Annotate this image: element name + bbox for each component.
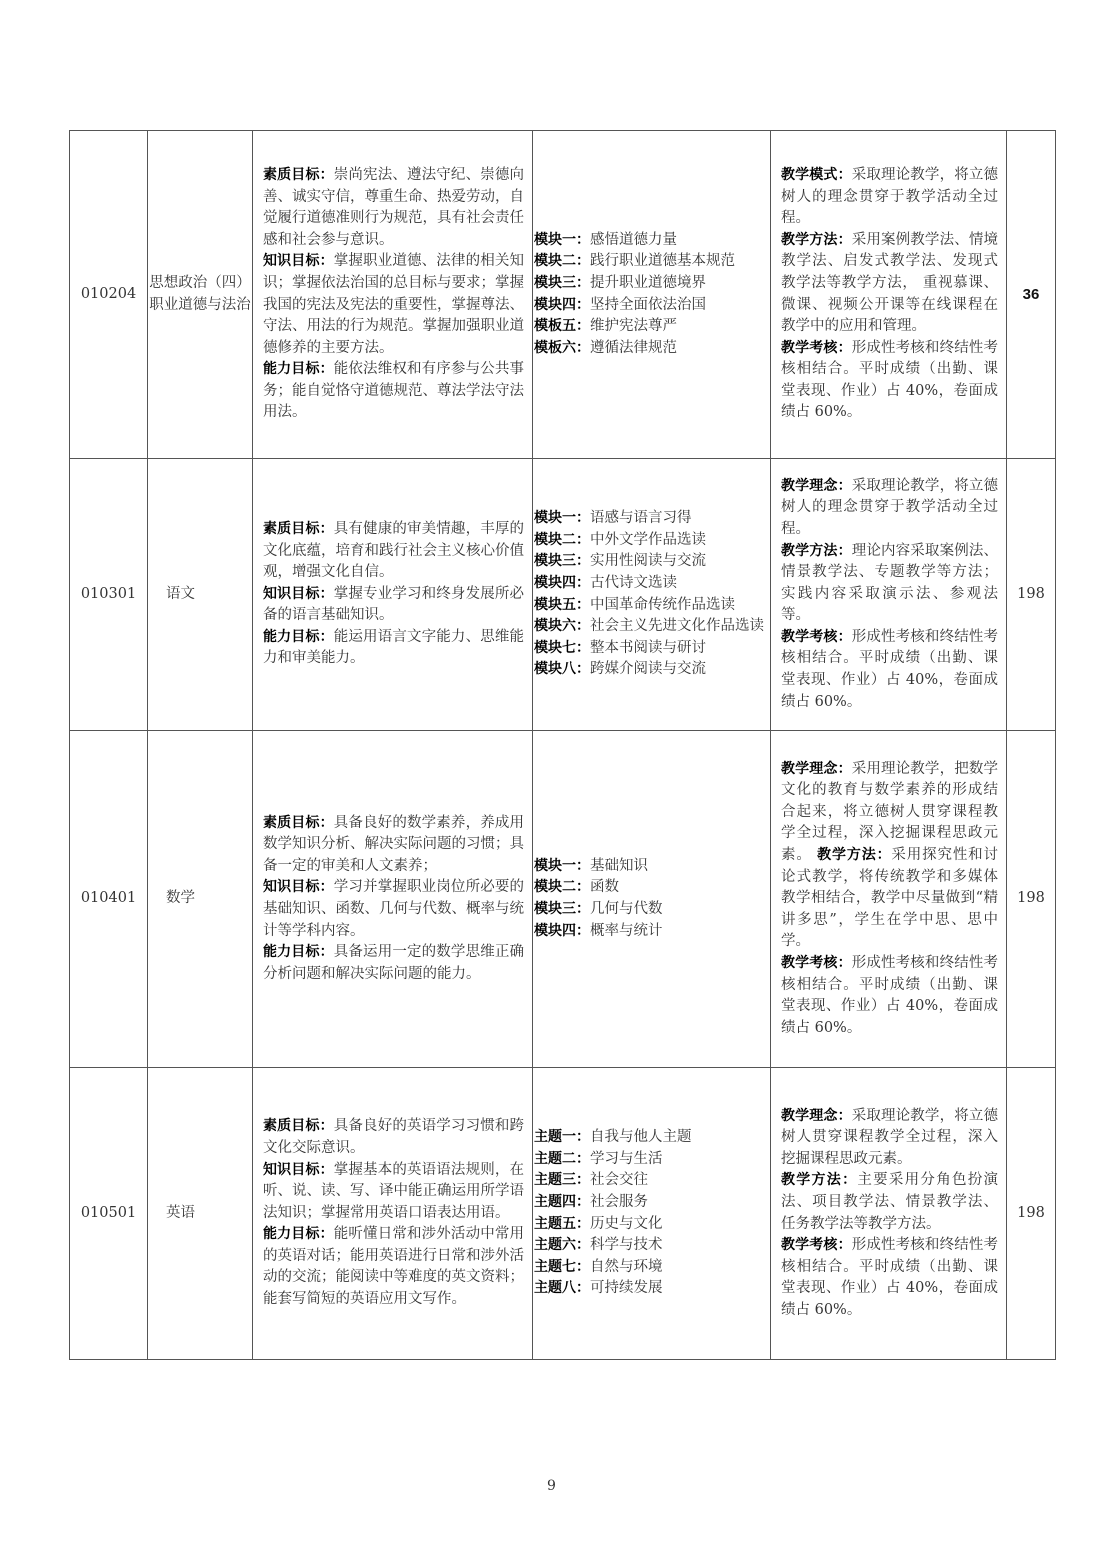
method-philosophy: 教学理念：采取理论教学，将立德树人的理念贯穿于教学活动全过程。 — [781, 477, 999, 537]
course-hours: 198 — [1007, 1068, 1056, 1360]
goal-quality: 素质目标：具备良好的数学素养，养成用数学知识分析、解决实际问题的习惯；具备一定的审美和人文素养； — [263, 814, 525, 874]
theme-item: 主题四：社会服务 — [534, 1193, 648, 1210]
course-name: 思想政治（四） 职业道德与法治 — [148, 131, 253, 459]
module-item: 模块三：几何与代数 — [534, 901, 663, 917]
course-code: 010204 — [70, 131, 148, 459]
goal-knowledge: 知识目标：掌握基本的英语语法规则，在听、说、读、写、译中能正确运用所学语法知识；掌握常用英语口语表达用语。 — [263, 1161, 525, 1221]
module-item: 模块四：概率与统计 — [534, 922, 663, 939]
method-approach: 教学方法：主要采用分角色扮演法、项目教学法、情景教学法、任务教学法等教学方法。 — [781, 1172, 999, 1232]
method-approach: 教学方法：理论内容采取案例法、情景教学法、专题教学等方法；实践内容采取演示法、参观法等。 — [781, 542, 999, 624]
goal-ability: 能力目标：能听懂日常和涉外活动中常用的英语对话；能用英语进行日常和涉外活动的交流；能阅读中等难度的英文资料；能套写简短的英语应用文写作。 — [263, 1226, 525, 1308]
course-hours: 198 — [1007, 731, 1056, 1068]
module-item: 模块三：提升职业道德境界 — [534, 274, 706, 291]
goal-ability: 能力目标：能运用语言文字能力、思维能力和审美能力。 — [263, 628, 525, 667]
goal-ability: 能力目标：具备运用一定的数学思维正确分析问题和解决实际问题的能力。 — [263, 944, 525, 982]
theme-item: 主题八：可持续发展 — [534, 1280, 663, 1297]
course-hours: 198 — [1007, 459, 1056, 731]
module-item: 模块一：感悟道德力量 — [534, 231, 677, 248]
course-modules — [533, 1068, 771, 1360]
course-goals — [253, 459, 533, 731]
module-item: 模块二：践行职业道德基本规范 — [534, 253, 735, 270]
table-row — [70, 459, 1056, 731]
theme-item: 主题二：学习与生活 — [534, 1150, 663, 1167]
table-row — [70, 1068, 1056, 1360]
goal-quality: 素质目标：具备良好的英语学习习惯和跨文化交际意识。 — [263, 1118, 525, 1156]
module-item: 模块二：函数 — [534, 879, 619, 896]
method-mode: 教学模式：采取理论教学，将立德树人的理念贯穿于教学活动全过程。 — [781, 166, 999, 227]
page-number: 9 — [547, 1478, 556, 1494]
course-name: 数学 — [148, 731, 253, 1068]
teaching-methods — [771, 131, 1007, 459]
module-item: 模块四：坚持全面依法治国 — [534, 296, 706, 313]
method-approach: 教学方法：采用案例教学法、情境教学法、启发式教学法、发现式教学法等教学方法， 重视慕课、微课、视频公开课等在线课程在教学中的应用和管理。 — [781, 231, 999, 335]
module-item: 模块四：古代诗文选读 — [534, 574, 677, 591]
module-item: 模块三：实用性阅读与交流 — [534, 553, 706, 570]
course-goals — [253, 731, 533, 1068]
method-assessment: 教学考核：形成性考核和终结性考核相结合。平时成绩（出勤、课堂表现、作业）占 40%，卷面成绩占 60%。 — [781, 628, 999, 710]
course-code: 010301 — [70, 459, 148, 731]
module-item: 模块一：语感与语言习得 — [534, 510, 692, 527]
course-hours: 36 — [1007, 131, 1056, 459]
course-code: 010401 — [70, 731, 148, 1068]
theme-item: 主题七：自然与环境 — [534, 1258, 663, 1275]
goal-knowledge: 知识目标：学习并掌握职业岗位所必要的基础知识、函数、几何与代数、概率与统计等学科内容。 — [263, 879, 525, 939]
curriculum-table — [69, 130, 1056, 1360]
course-goals — [253, 131, 533, 459]
method-philosophy: 教学理念：采取理论教学，将立德树人贯穿课程教学全过程，深入挖掘课程思政元素。 — [781, 1107, 999, 1167]
course-name: 语文 — [148, 459, 253, 731]
table-row — [70, 131, 1056, 459]
goal-knowledge: 知识目标：掌握专业学习和终身发展所必备的语言基础知识。 — [263, 585, 525, 624]
module-item: 模板五：维护宪法尊严 — [534, 318, 677, 335]
course-goals — [253, 1068, 533, 1360]
module-item: 模板六：遵循法律规范 — [534, 339, 677, 356]
theme-item: 主题五：历史与文化 — [534, 1215, 663, 1232]
course-code: 010501 — [70, 1068, 148, 1360]
module-item: 模块八：跨媒介阅读与交流 — [534, 661, 706, 678]
module-item: 模块一：基础知识 — [534, 857, 648, 874]
theme-item: 主题一：自我与他人主题 — [534, 1129, 692, 1146]
teaching-methods — [771, 731, 1007, 1068]
method-philosophy-and-approach: 教学理念：采用理论教学，把数学文化的教育与数学素养的形成结合起来，将立德树人贯穿课程教学全过程，深入挖掘课程思政元素。 教学方法：采用探究性和讨论式教学，将传统教学和多媒体教学相结合，教学中尽量做到“精讲多思”，学生在学中思、思中学。 — [781, 760, 999, 950]
module-item: 模块七：整本书阅读与研讨 — [534, 639, 706, 656]
module-item: 模块二：中外文学作品选读 — [534, 531, 706, 548]
theme-item: 主题六：科学与技术 — [534, 1237, 663, 1254]
goal-quality: 素质目标：崇尚宪法、遵法守纪、崇德向善、诚实守信，尊重生命、热爱劳动，自觉履行道德准则行为规范，具有社会责任感和社会参与意识。 — [263, 166, 525, 248]
course-modules — [533, 731, 771, 1068]
teaching-methods — [771, 1068, 1007, 1360]
goal-quality: 素质目标：具有健康的审美情趣，丰厚的文化底蕴，培育和践行社会主义核心价值观，增强文化自信。 — [263, 520, 525, 581]
theme-item: 主题三：社会交往 — [534, 1172, 648, 1189]
goal-ability: 能力目标：能依法维权和有序参与公共事务；能自觉恪守道德规范、尊法学法守法用法。 — [263, 361, 525, 421]
method-assessment: 教学考核：形成性考核和终结性考核相结合。平时成绩（出勤、课堂表现、作业）占 40%，卷面成绩占 60%。 — [781, 339, 999, 421]
module-item: 模块五：中国革命传统作品选读 — [534, 596, 735, 613]
method-assessment: 教学考核：形成性考核和终结性考核相结合。平时成绩（出勤、课堂表现、作业）占 40%，卷面成绩占 60%。 — [781, 1237, 999, 1318]
method-assessment: 教学考核：形成性考核和终结性考核相结合。平时成绩（出勤、课堂表现、作业）占 40%，卷面成绩占 60%。 — [781, 954, 999, 1036]
goal-knowledge: 知识目标：掌握职业道德、法律的相关知识；掌握依法治国的总目标与要求；掌握我国的宪法及宪法的重要性，掌握尊法、守法、用法的行为规范。掌握加强职业道德修养的主要方法。 — [263, 253, 525, 356]
table-row — [70, 731, 1056, 1068]
teaching-methods — [771, 459, 1007, 731]
module-item: 模块六：社会主义先进文化作品选读 — [534, 618, 764, 635]
course-modules — [533, 131, 771, 459]
course-name: 英语 — [148, 1068, 253, 1360]
course-modules — [533, 459, 771, 731]
